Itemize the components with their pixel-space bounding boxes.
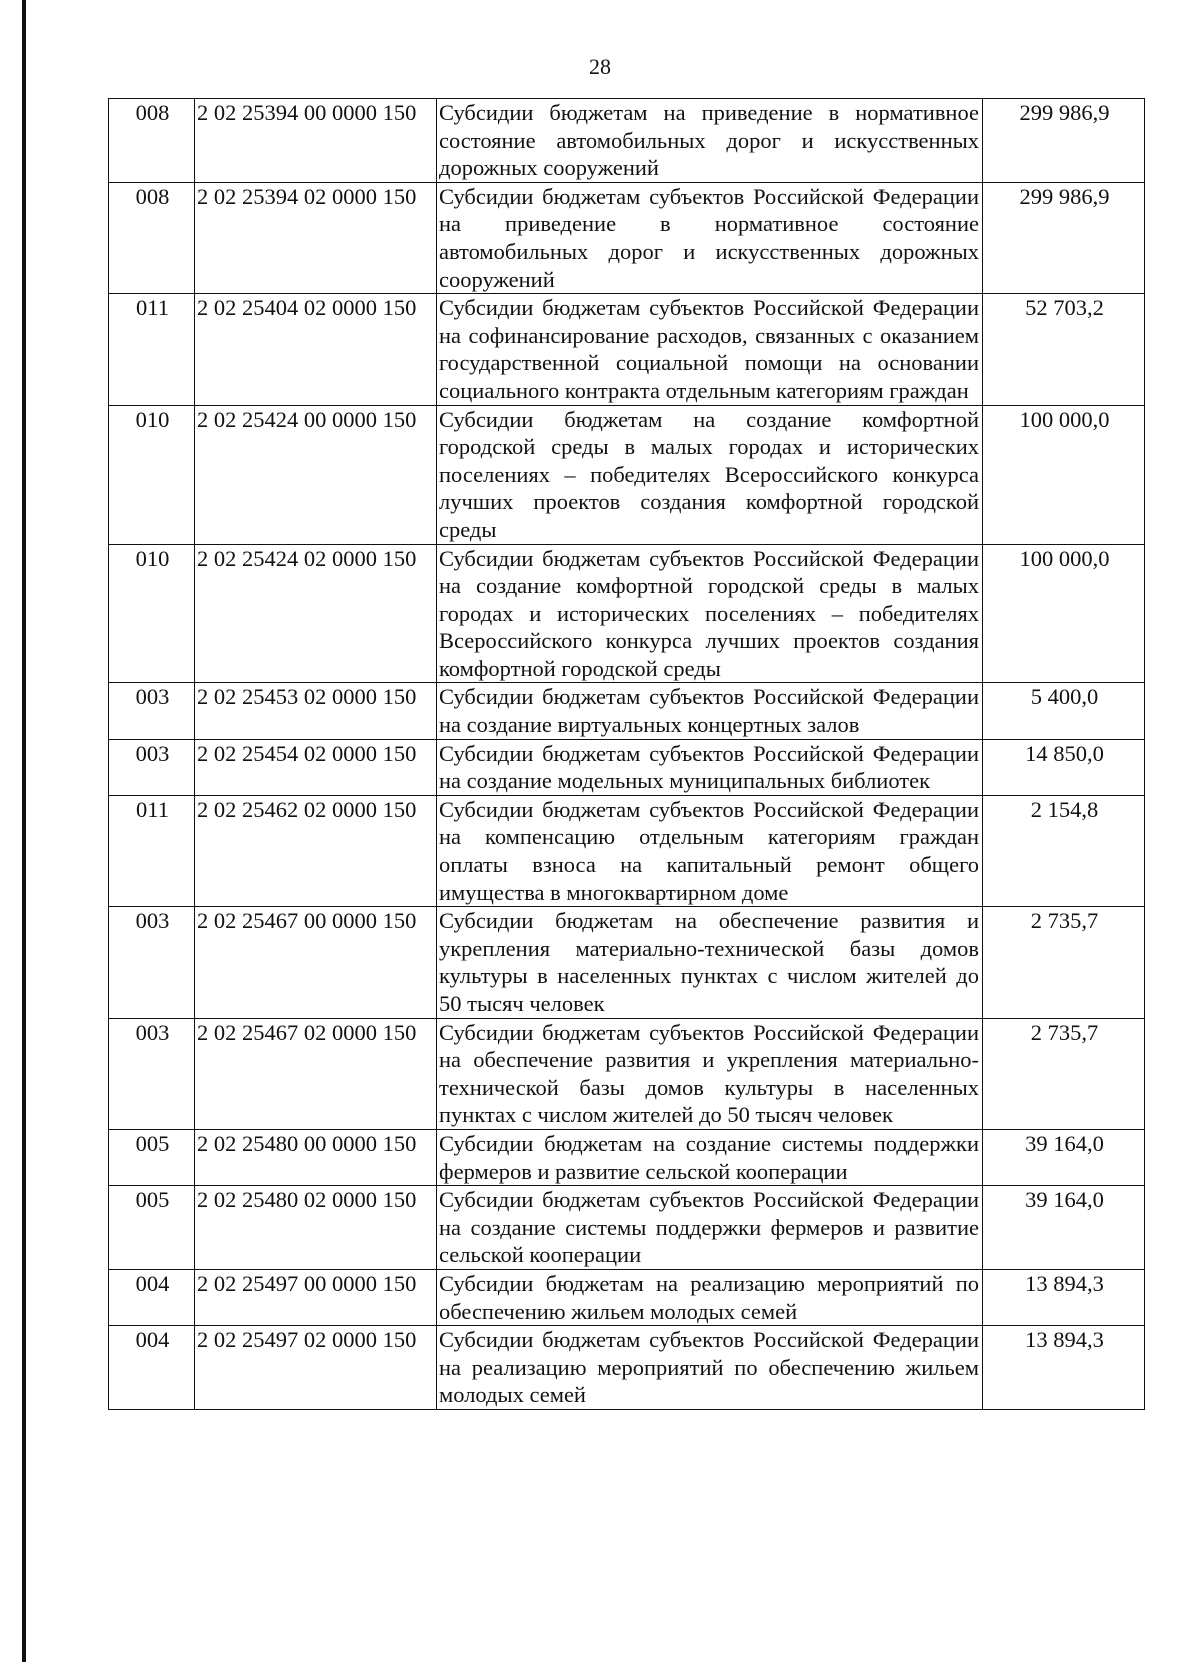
description-cell: Субсидии бюджетам субъектов Российской Федерации на создание модельных муниципальных библиотек	[437, 739, 983, 795]
budget-code-cell: 2 02 25424 00 0000 150	[195, 405, 437, 544]
admin-code-cell: 005	[109, 1129, 195, 1185]
table-row	[109, 1018, 1145, 1129]
amount-cell: 39 164,0	[983, 1186, 1145, 1270]
admin-code-cell: 004	[109, 1326, 195, 1410]
description-cell: Субсидии бюджетам субъектов Российской Федерации на компенсацию отдельным категориям граждан оплаты взноса на капитальный ремонт общего имущества в многоквартирном доме	[437, 795, 983, 906]
budget-code-cell: 2 02 25480 00 0000 150	[195, 1129, 437, 1185]
description-cell: Субсидии бюджетам на обеспечение развития и укрепления материально-технической базы домов культуры в населенных пунктах с числом жителей до 50 тысяч человек	[437, 907, 983, 1018]
admin-code-cell: 004	[109, 1269, 195, 1325]
amount-cell: 299 986,9	[983, 99, 1145, 183]
admin-code-cell: 010	[109, 544, 195, 683]
admin-code-cell: 008	[109, 99, 195, 183]
amount-cell: 2 154,8	[983, 795, 1145, 906]
description-cell: Субсидии бюджетам на создание системы поддержки фермеров и развитие сельской кооперации	[437, 1129, 983, 1185]
table-row	[109, 1186, 1145, 1270]
table-row	[109, 683, 1145, 739]
table-row	[109, 1129, 1145, 1185]
table-row	[109, 405, 1145, 544]
left-margin-line	[22, 0, 26, 1662]
budget-code-cell: 2 02 25454 02 0000 150	[195, 739, 437, 795]
description-cell: Субсидии бюджетам субъектов Российской Федерации на создание системы поддержки фермеров и развитие сельской кооперации	[437, 1186, 983, 1270]
amount-cell: 52 703,2	[983, 294, 1145, 405]
description-cell: Субсидии бюджетам на приведение в нормативное состояние автомобильных дорог и искусственных дорожных сооружений	[437, 99, 983, 183]
table-row	[109, 544, 1145, 683]
budget-code-cell: 2 02 25404 02 0000 150	[195, 294, 437, 405]
admin-code-cell: 011	[109, 294, 195, 405]
amount-cell: 39 164,0	[983, 1129, 1145, 1185]
budget-code-cell: 2 02 25394 02 0000 150	[195, 182, 437, 293]
table-row	[109, 1326, 1145, 1410]
description-cell: Субсидии бюджетам субъектов Российской Федерации на софинансирование расходов, связанных с оказанием государственной социальной помощи на основании социального контракта отдельным категориям граждан	[437, 294, 983, 405]
page-number: 28	[589, 54, 611, 79]
budget-code-cell: 2 02 25394 00 0000 150	[195, 99, 437, 183]
amount-cell: 13 894,3	[983, 1326, 1145, 1410]
admin-code-cell: 003	[109, 907, 195, 1018]
admin-code-cell: 003	[109, 739, 195, 795]
amount-cell: 299 986,9	[983, 182, 1145, 293]
amount-cell: 2 735,7	[983, 1018, 1145, 1129]
budget-code-cell: 2 02 25462 02 0000 150	[195, 795, 437, 906]
description-cell: Субсидии бюджетам субъектов Российской Федерации на приведение в нормативное состояние автомобильных дорог и искусственных дорожных сооружений	[437, 182, 983, 293]
admin-code-cell: 005	[109, 1186, 195, 1270]
amount-cell: 13 894,3	[983, 1269, 1145, 1325]
budget-code-cell: 2 02 25424 02 0000 150	[195, 544, 437, 683]
admin-code-cell: 010	[109, 405, 195, 544]
description-cell: Субсидии бюджетам субъектов Российской Федерации на создание комфортной городской среды в малых городах и исторических поселениях – победителях Всероссийского конкурса лучших проектов создания комфортной городской среды	[437, 544, 983, 683]
budget-revenue-table	[108, 98, 1145, 1410]
admin-code-cell: 008	[109, 182, 195, 293]
amount-cell: 2 735,7	[983, 907, 1145, 1018]
budget-code-cell: 2 02 25497 00 0000 150	[195, 1269, 437, 1325]
description-cell: Субсидии бюджетам субъектов Российской Федерации на обеспечение развития и укрепления материально-технической базы домов культуры в населенных пунктах с числом жителей до 50 тысяч человек	[437, 1018, 983, 1129]
amount-cell: 100 000,0	[983, 544, 1145, 683]
admin-code-cell: 011	[109, 795, 195, 906]
description-cell: Субсидии бюджетам субъектов Российской Федерации на реализацию мероприятий по обеспечению жильем молодых семей	[437, 1326, 983, 1410]
budget-code-cell: 2 02 25453 02 0000 150	[195, 683, 437, 739]
description-cell: Субсидии бюджетам субъектов Российской Федерации на создание виртуальных концертных залов	[437, 683, 983, 739]
table-row	[109, 739, 1145, 795]
admin-code-cell: 003	[109, 1018, 195, 1129]
table-row	[109, 294, 1145, 405]
table-row	[109, 182, 1145, 293]
description-cell: Субсидии бюджетам на реализацию мероприятий по обеспечению жильем молодых семей	[437, 1269, 983, 1325]
amount-cell: 5 400,0	[983, 683, 1145, 739]
budget-code-cell: 2 02 25467 00 0000 150	[195, 907, 437, 1018]
description-cell: Субсидии бюджетам на создание комфортной городской среды в малых городах и исторических поселениях – победителях Всероссийского конкурса лучших проектов создания комфортной городской среды	[437, 405, 983, 544]
admin-code-cell: 003	[109, 683, 195, 739]
table-row	[109, 907, 1145, 1018]
table-row	[109, 795, 1145, 906]
budget-code-cell: 2 02 25467 02 0000 150	[195, 1018, 437, 1129]
table-row	[109, 1269, 1145, 1325]
amount-cell: 100 000,0	[983, 405, 1145, 544]
budget-code-cell: 2 02 25480 02 0000 150	[195, 1186, 437, 1270]
budget-code-cell: 2 02 25497 02 0000 150	[195, 1326, 437, 1410]
table-row	[109, 99, 1145, 183]
amount-cell: 14 850,0	[983, 739, 1145, 795]
